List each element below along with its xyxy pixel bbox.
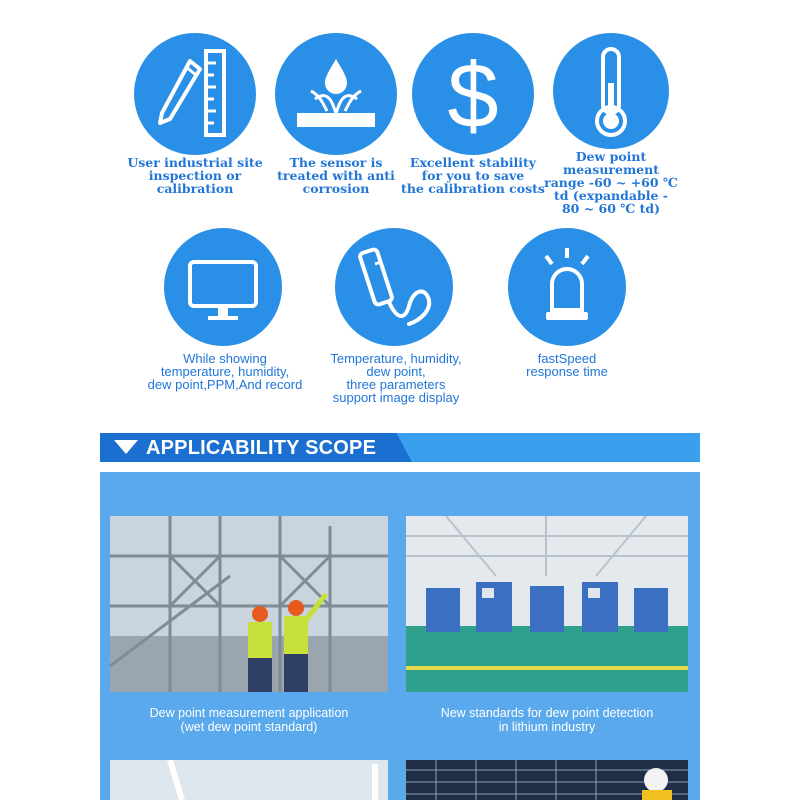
feature-caption-speed: fastSpeed response time bbox=[526, 351, 608, 379]
pencil-ruler-icon bbox=[134, 33, 256, 155]
applicability-banner bbox=[100, 433, 700, 462]
application-caption-wet: Dew point measurement application (wet dew point standard) bbox=[149, 706, 349, 734]
feature-caption-display: While showing temperature, humidity, dew point,PPM,And record bbox=[147, 351, 303, 392]
thermometer-icon bbox=[553, 33, 669, 149]
siren-light-icon bbox=[508, 228, 626, 346]
water-drop-icon bbox=[275, 33, 397, 155]
feature-circle-inspection bbox=[134, 33, 256, 155]
feature-caption-stability: Excellent stability for you to save the calibration costs bbox=[401, 155, 545, 196]
feature-caption-probe: Temperature, humidity, dew point, three parameters support image display bbox=[330, 351, 462, 405]
photo-industrial-workers bbox=[110, 516, 388, 692]
applications-panel bbox=[100, 472, 700, 800]
photo-wind-turbine bbox=[110, 760, 388, 800]
feature-circle-corrosion bbox=[275, 33, 397, 155]
application-caption-lithium: New standards for dew point detection in lithium industry bbox=[440, 706, 654, 734]
feature-caption-dewpoint: Dew point measurement range -60 ~ +60 ℃ td (expandable - 80 ~ 60 ℃ td) bbox=[544, 149, 678, 216]
feature-circle-display bbox=[164, 228, 282, 346]
banner-triangle-icon bbox=[114, 440, 138, 456]
feature-circle-dewpoint bbox=[553, 33, 669, 149]
feature-circle-probe bbox=[335, 228, 453, 346]
photo-lithium-factory bbox=[406, 516, 688, 692]
feature-caption-corrosion: The sensor is treated with anti corrosion bbox=[277, 155, 395, 196]
banner-title: APPLICABILITY SCOPE bbox=[146, 437, 377, 459]
feature-circle-speed bbox=[508, 228, 626, 346]
feature-circle-stability bbox=[412, 33, 534, 155]
svg-text:$: $ bbox=[447, 45, 499, 147]
monitor-icon bbox=[164, 228, 282, 346]
feature-caption-inspection: User industrial site inspection or calibration bbox=[127, 155, 263, 196]
probe-cable-icon bbox=[335, 228, 453, 346]
photo-solar-panels bbox=[406, 760, 688, 800]
dollar-icon bbox=[412, 33, 534, 155]
